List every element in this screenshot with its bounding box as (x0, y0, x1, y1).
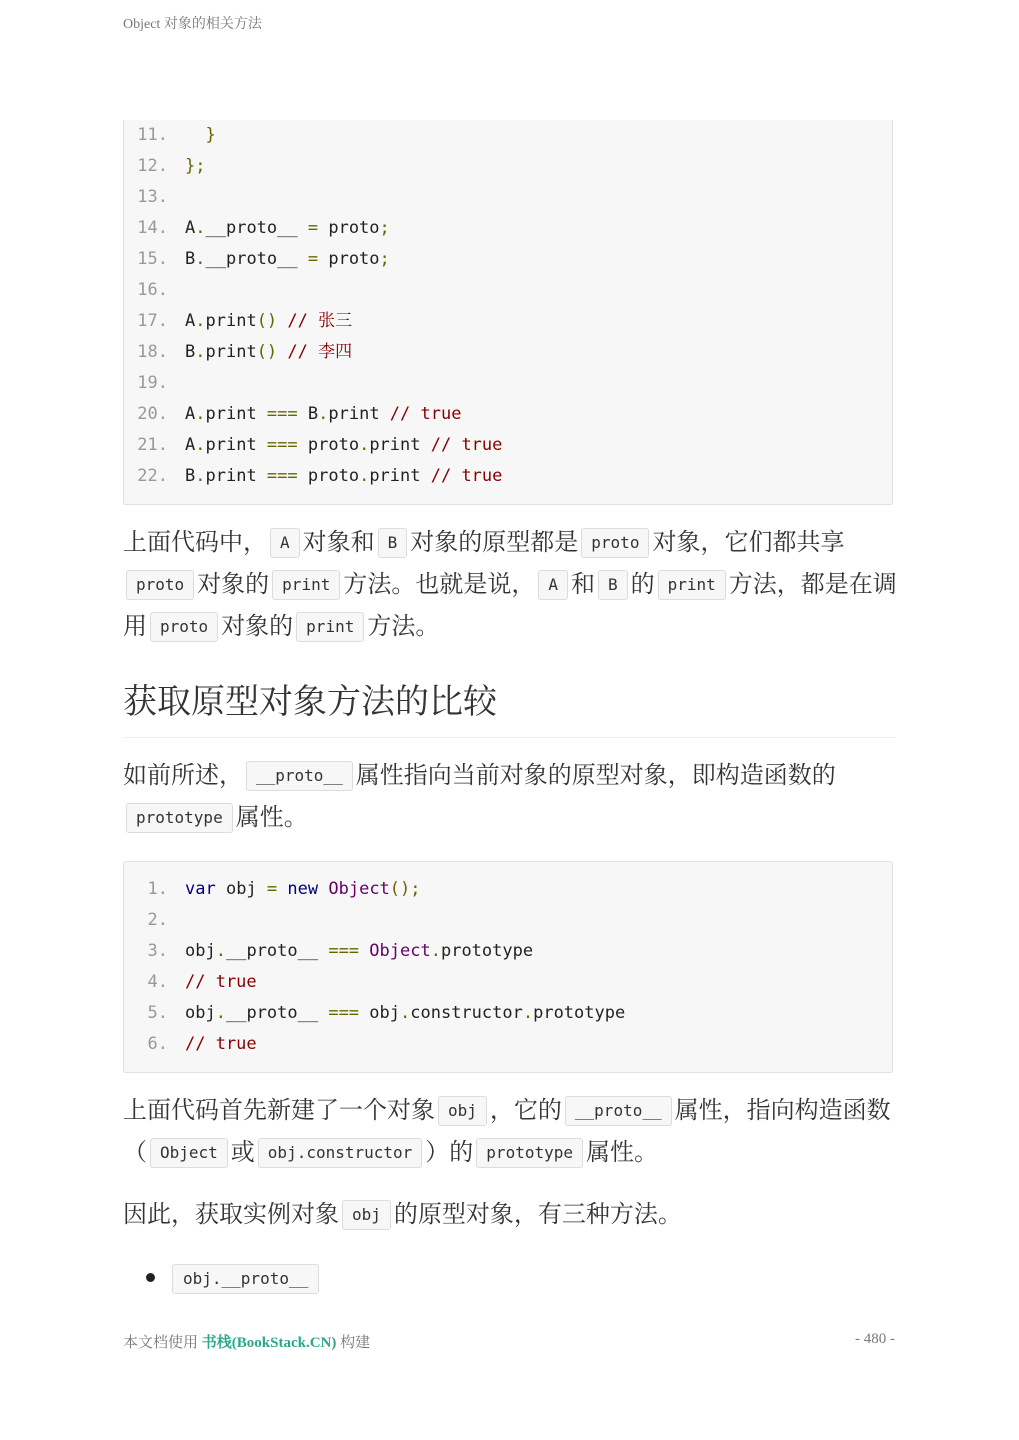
code-token: (); (389, 879, 421, 899)
code-text (185, 120, 216, 151)
code-token: = (307, 218, 319, 238)
code-token: === (328, 1003, 360, 1023)
code-token: print (328, 404, 380, 424)
code-text (185, 430, 502, 461)
code-token: constructor (410, 1003, 523, 1023)
code-token: === (266, 435, 298, 455)
inline-code: B (598, 570, 628, 600)
code-block-continued (123, 120, 893, 505)
code-token: __proto__ (205, 249, 308, 269)
code-token: () (256, 342, 278, 362)
code-token: () (256, 311, 278, 331)
code-token: // 李四 (277, 342, 353, 362)
code-token: . (195, 466, 206, 486)
code-token: B (185, 342, 196, 362)
code-token: print (205, 404, 267, 424)
line-number: 4. (147, 972, 168, 992)
code-token: . (430, 941, 441, 961)
code-token: . (195, 404, 206, 424)
code-token: === (328, 941, 360, 961)
code-token: obj (185, 941, 216, 961)
code-token: obj (359, 1003, 400, 1023)
line-number: 13. (137, 187, 168, 207)
code-token: A (185, 404, 196, 424)
inline-code: print (658, 570, 726, 600)
code-token: = (266, 879, 278, 899)
code-text (185, 213, 390, 244)
line-number: 12. (137, 156, 168, 176)
code-token: . (522, 1003, 534, 1023)
code-text (185, 936, 533, 967)
code-token: B (185, 466, 196, 486)
bookstack-link[interactable]: 书栈(BookStack.CN) (201, 1335, 337, 1351)
inline-code: obj.__proto__ (172, 1264, 319, 1294)
inline-code: proto (126, 570, 194, 600)
code-token: obj (185, 1003, 216, 1023)
line-number: 21. (137, 435, 168, 455)
code-token: new (287, 879, 319, 899)
code-token: print (205, 435, 267, 455)
inline-code: print (272, 570, 340, 600)
code-token: // true (185, 972, 257, 992)
line-number: 6. (147, 1034, 168, 1054)
code-token: print (369, 466, 421, 486)
code-token: . (195, 342, 206, 362)
bullet-icon (146, 1273, 155, 1282)
code-token (318, 879, 328, 899)
code-token: A (185, 435, 196, 455)
code-token: __proto__ (205, 218, 308, 238)
code-token: A (185, 218, 196, 238)
code-token: = (307, 249, 319, 269)
code-token: Object (369, 941, 431, 961)
code-token: Object (328, 879, 390, 899)
inline-code: Object (150, 1138, 228, 1168)
code-block (123, 861, 893, 1073)
code-token: proto (297, 435, 360, 455)
inline-code: obj.constructor (258, 1138, 423, 1168)
code-token: print (369, 435, 421, 455)
line-number: 5. (147, 1003, 168, 1023)
code-token: ; (379, 218, 390, 238)
code-text (185, 337, 352, 368)
inline-code: proto (581, 528, 649, 558)
code-token: // true (420, 435, 503, 455)
code-token: // true (185, 1034, 257, 1054)
line-number: 18. (137, 342, 168, 362)
line-number: 2. (147, 910, 168, 930)
line-number: 15. (137, 249, 168, 269)
code-token: . (195, 435, 206, 455)
code-text (185, 998, 625, 1029)
code-token: // 张三 (277, 311, 353, 331)
code-token: B (185, 249, 196, 269)
code-text (185, 306, 352, 337)
code-token: // true (379, 404, 462, 424)
line-number: 19. (137, 373, 168, 393)
code-text (185, 151, 205, 182)
code-token: . (195, 218, 206, 238)
code-token: __proto__ (225, 1003, 329, 1023)
code-token: ; (379, 249, 390, 269)
code-token: . (215, 1003, 226, 1023)
paragraph-prototype-sharing: 上面代码中， A 对象和 B 对象的原型都是 proto 对象，它们都共享proto 对象的 print 方法。也就是说， A 和 B 的 print 方法，都是在调用 proto 对象的 print 方法。 (123, 528, 897, 640)
inline-code: __proto__ (565, 1096, 672, 1126)
code-token: print (205, 342, 257, 362)
paragraph-three-methods: 因此，获取实例对象 obj 的原型对象，有三种方法。 (123, 1200, 682, 1228)
code-token: __proto__ (225, 941, 329, 961)
running-header: Object 对象的相关方法 (123, 17, 262, 32)
code-token: } (185, 125, 216, 145)
inline-code: __proto__ (246, 761, 353, 791)
code-token: . (359, 466, 370, 486)
code-token: . (318, 404, 329, 424)
heading-divider (123, 737, 895, 738)
code-token: === (266, 404, 298, 424)
code-token: . (195, 249, 206, 269)
code-token (277, 879, 287, 899)
code-token: prototype (440, 941, 534, 961)
page-number: - 480 - (855, 1331, 895, 1347)
inline-code: prototype (476, 1138, 583, 1168)
inline-code: A (538, 570, 568, 600)
inline-code: print (296, 612, 364, 642)
line-number: 14. (137, 218, 168, 238)
code-token: proto (318, 249, 380, 269)
paragraph-code-explanation: 上面代码首先新建了一个对象 obj ，它的 __proto__ 属性，指向构造函数（ Object 或 obj.constructor ）的 prototype 属性。 (123, 1096, 891, 1166)
code-token: prototype (533, 1003, 626, 1023)
running-footer: 本文档使用 书栈(BookStack.CN) 构建 (123, 1335, 371, 1351)
line-number: 20. (137, 404, 168, 424)
code-token: === (266, 466, 298, 486)
code-token: obj (215, 879, 267, 899)
code-token: . (359, 435, 370, 455)
line-number: 1. (147, 879, 168, 899)
line-number: 17. (137, 311, 168, 331)
line-number: 16. (137, 280, 168, 300)
code-token: print (205, 311, 257, 331)
code-token: // true (420, 466, 503, 486)
code-token: . (400, 1003, 411, 1023)
code-token: }; (185, 156, 206, 176)
code-token: B (297, 404, 319, 424)
code-token: var (185, 879, 216, 899)
inline-code: prototype (126, 803, 233, 833)
code-text (185, 967, 257, 998)
paragraph-proto-intro: 如前所述， __proto__ 属性指向当前对象的原型对象，即构造函数的prototype 属性。 (123, 761, 836, 831)
line-number: 22. (137, 466, 168, 486)
inline-code: obj (342, 1200, 391, 1230)
code-token: . (215, 941, 226, 961)
line-number: 11. (137, 125, 168, 145)
inline-code: B (378, 528, 408, 558)
inline-code: proto (150, 612, 218, 642)
code-text (185, 244, 390, 275)
code-token: print (205, 466, 267, 486)
code-token: A (185, 311, 196, 331)
code-text (185, 874, 421, 905)
code-text (185, 1029, 257, 1060)
code-token: proto (318, 218, 380, 238)
inline-code: obj (438, 1096, 487, 1126)
code-token (359, 941, 369, 961)
line-number: 3. (147, 941, 168, 961)
code-text (185, 461, 502, 492)
code-token: proto (297, 466, 360, 486)
inline-code: A (270, 528, 300, 558)
code-token: . (195, 311, 206, 331)
code-text (185, 399, 461, 430)
section-heading: 获取原型对象方法的比较 (123, 682, 497, 722)
